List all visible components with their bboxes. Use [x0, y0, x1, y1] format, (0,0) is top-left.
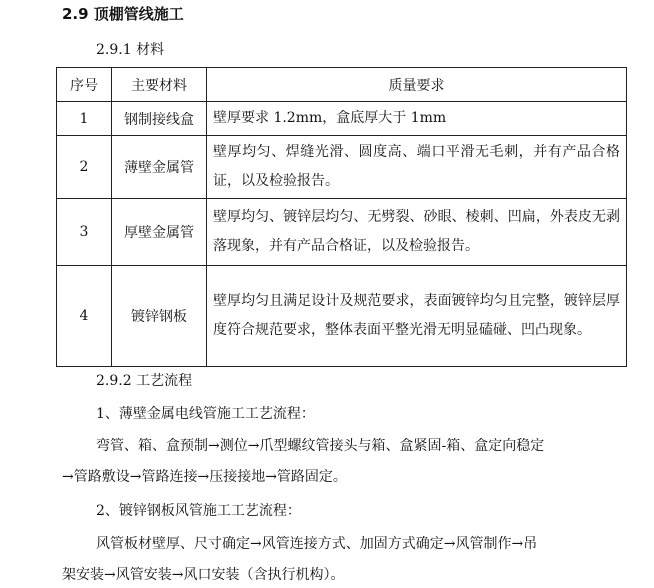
row-material: 厚壁金属管 [112, 199, 207, 266]
row-requirement: 壁厚均匀且满足设计及规范要求，表面镀锌均匀且完整，镀锌层厚度符合规范要求，整体表面平整光滑无明显磕碰、凹凸现象。 [207, 266, 627, 367]
process-item-2-line-2: 架安装→风管安装→风口安装（含执行机构）。 [62, 567, 345, 583]
column-header-material: 主要材料 [112, 68, 207, 102]
process-item-1-line-2: →管路敷设→管路连接→压接接地→管路固定。 [62, 469, 347, 485]
row-number: 2 [57, 136, 112, 199]
column-header-requirement: 质量要求 [207, 68, 627, 102]
process-item-1-title: 1、薄壁金属电线管施工工艺流程： [96, 406, 315, 422]
table-header-row [57, 68, 627, 102]
table-row [57, 136, 627, 199]
row-material: 镀锌钢板 [112, 266, 207, 367]
table-row [57, 199, 627, 266]
row-number: 1 [57, 102, 112, 136]
row-material: 薄壁金属管 [112, 136, 207, 199]
row-requirement: 壁厚均匀、镀锌层均匀、无劈裂、砂眼、棱刺、凹扁，外表皮无剥落现象，并有产品合格证，以及检验报告。 [207, 199, 627, 266]
process-heading: 2.9.2 工艺流程 [96, 373, 193, 389]
materials-table [56, 67, 627, 367]
process-item-2-title: 2、镀锌钢板风管施工工艺流程： [96, 503, 301, 519]
section-title: 2.9 顶棚管线施工 [62, 5, 184, 23]
process-item-1-line-1: 弯管、箱、盒预制→测位→爪型螺纹管接头与箱、盒紧固-箱、盒定向稳定 [96, 438, 545, 454]
table-row [57, 102, 627, 136]
table-row [57, 266, 627, 367]
process-item-2-line-1: 风管板材壁厚、尺寸确定→风管连接方式、加固方式确定→风管制作→吊 [96, 536, 538, 552]
row-requirement: 壁厚要求 1.2mm，盒底厚大于 1mm [207, 102, 627, 136]
row-requirement: 壁厚均匀、焊缝光滑、圆度高、端口平滑无毛刺，并有产品合格证，以及检验报告。 [207, 136, 627, 199]
column-header-number: 序号 [57, 68, 112, 102]
materials-heading: 2.9.1 材料 [96, 42, 165, 58]
row-material: 钢制接线盒 [112, 102, 207, 136]
row-number: 4 [57, 266, 112, 367]
row-number: 3 [57, 199, 112, 266]
